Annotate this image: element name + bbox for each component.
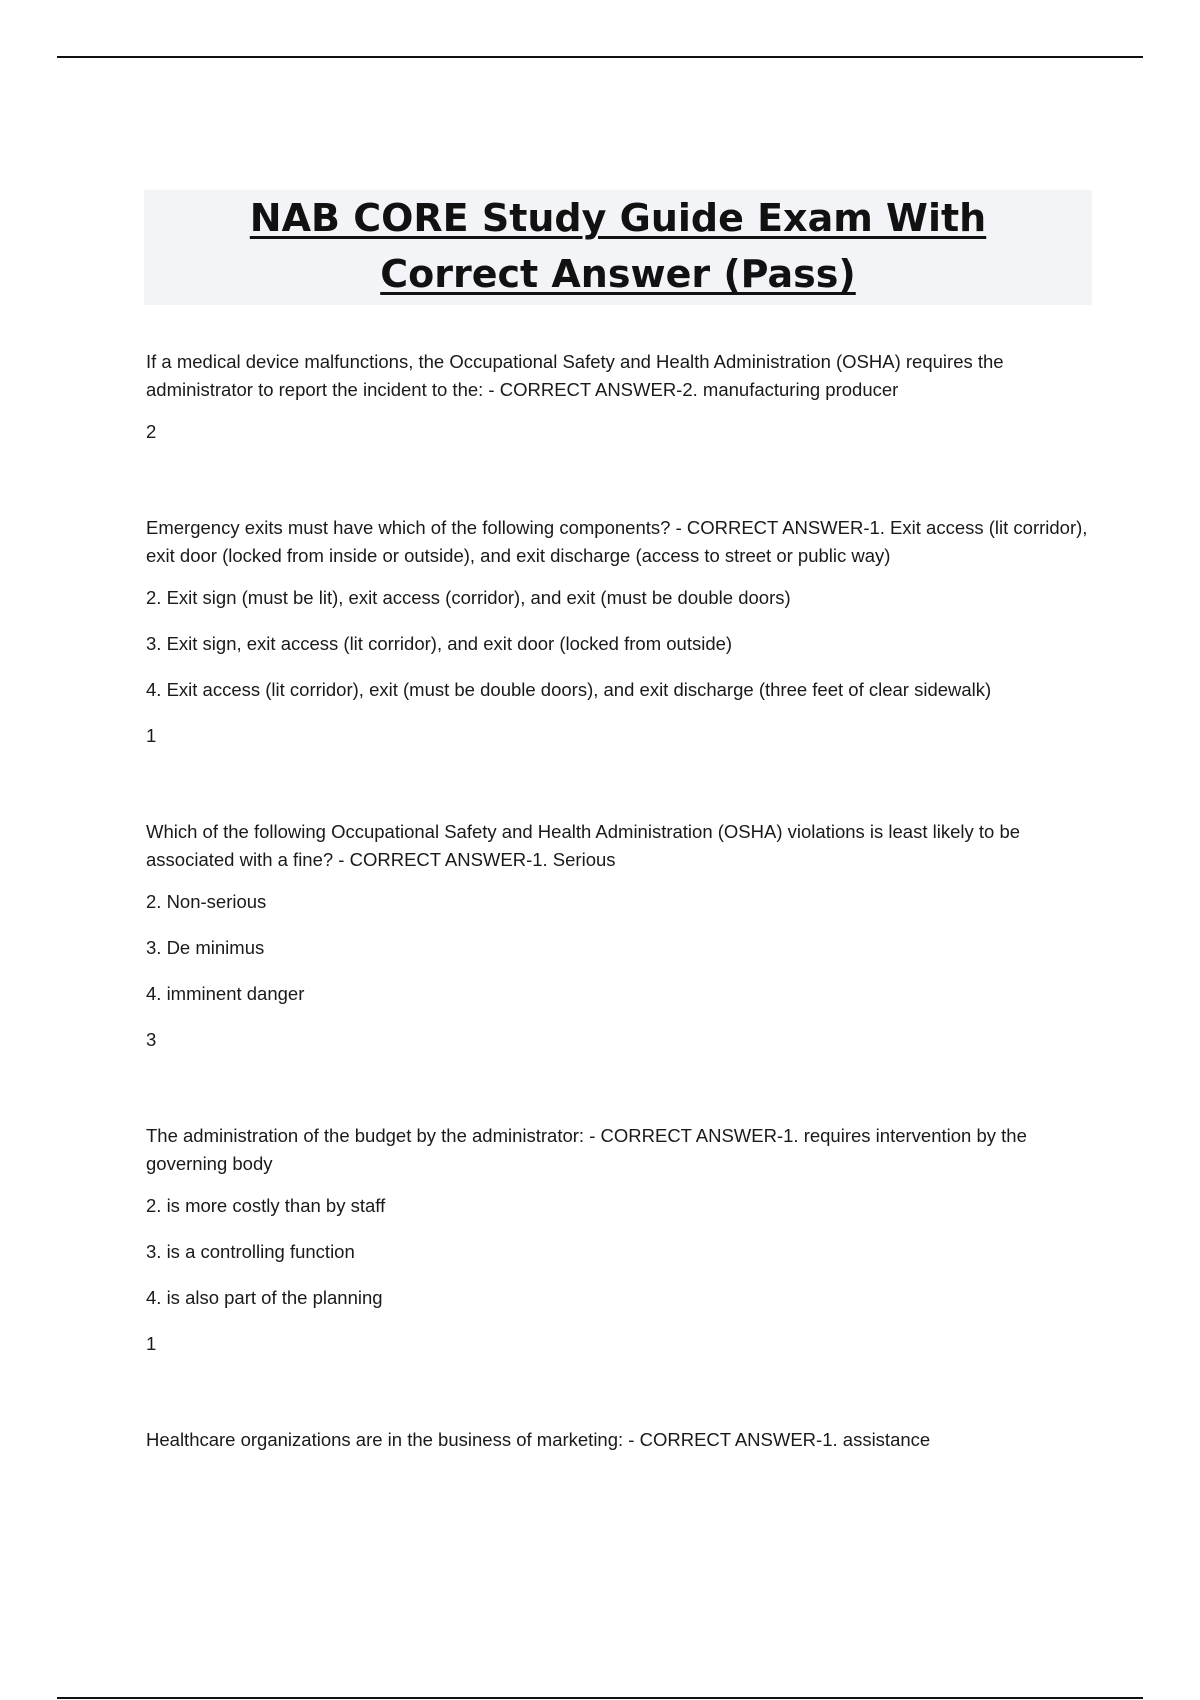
document-title-line-2: Correct Answer (Pass) — [380, 252, 856, 296]
bottom-rule — [57, 1697, 1143, 1699]
answer-number: 1 — [146, 725, 157, 746]
question-text: Healthcare organizations are in the business of marketing: - CORRECT ANSWER-1. assistance — [146, 1429, 931, 1450]
answer-option: 4. imminent danger — [146, 983, 305, 1004]
answer-option: 2. Exit sign (must be lit), exit access (corridor), and exit (must be double doors) — [146, 587, 791, 608]
title-box — [144, 190, 1092, 305]
question-block — [146, 1426, 1096, 1454]
answer-number: 1 — [146, 1333, 157, 1354]
top-rule — [57, 56, 1143, 58]
answer-option: 3. is a controlling function — [146, 1241, 355, 1262]
answer-option: 3. Exit sign, exit access (lit corridor), and exit door (locked from outside) — [146, 633, 733, 654]
question-text: The administration of the budget by the administrator: - CORRECT ANSWER-1. requires intervention by the governing body — [146, 1125, 1027, 1174]
answer-option: 3. De minimus — [146, 937, 265, 958]
answer-number: 2 — [146, 421, 157, 442]
answer-option: 2. Non-serious — [146, 891, 267, 912]
question-text: If a medical device malfunctions, the Occupational Safety and Health Administration (OSHA) requires the administrator to report the incident to the: - CORRECT ANSWER-2. manufacturing producer — [146, 351, 1004, 400]
answer-option: 4. Exit access (lit corridor), exit (must be double doors), and exit discharge (three feet of clear sidewalk) — [146, 679, 992, 700]
question-block — [146, 348, 1096, 446]
question-text: Which of the following Occupational Safety and Health Administration (OSHA) violations is least likely to be associated with a fine? - CORRECT ANSWER-1. Serious — [146, 821, 1021, 870]
question-list — [146, 348, 1096, 1468]
answer-option: 4. is also part of the planning — [146, 1287, 383, 1308]
question-block — [146, 1122, 1096, 1358]
answer-number: 3 — [146, 1029, 157, 1050]
question-block — [146, 818, 1096, 1054]
document-title-line-1: NAB CORE Study Guide Exam With — [249, 196, 987, 240]
question-block — [146, 514, 1096, 750]
question-text: Emergency exits must have which of the following components? - CORRECT ANSWER-1. Exit access (lit corridor), exit door (locked from inside or outside), and exit discharge (access to street or public way) — [146, 517, 1088, 566]
answer-option: 2. is more costly than by staff — [146, 1195, 386, 1216]
